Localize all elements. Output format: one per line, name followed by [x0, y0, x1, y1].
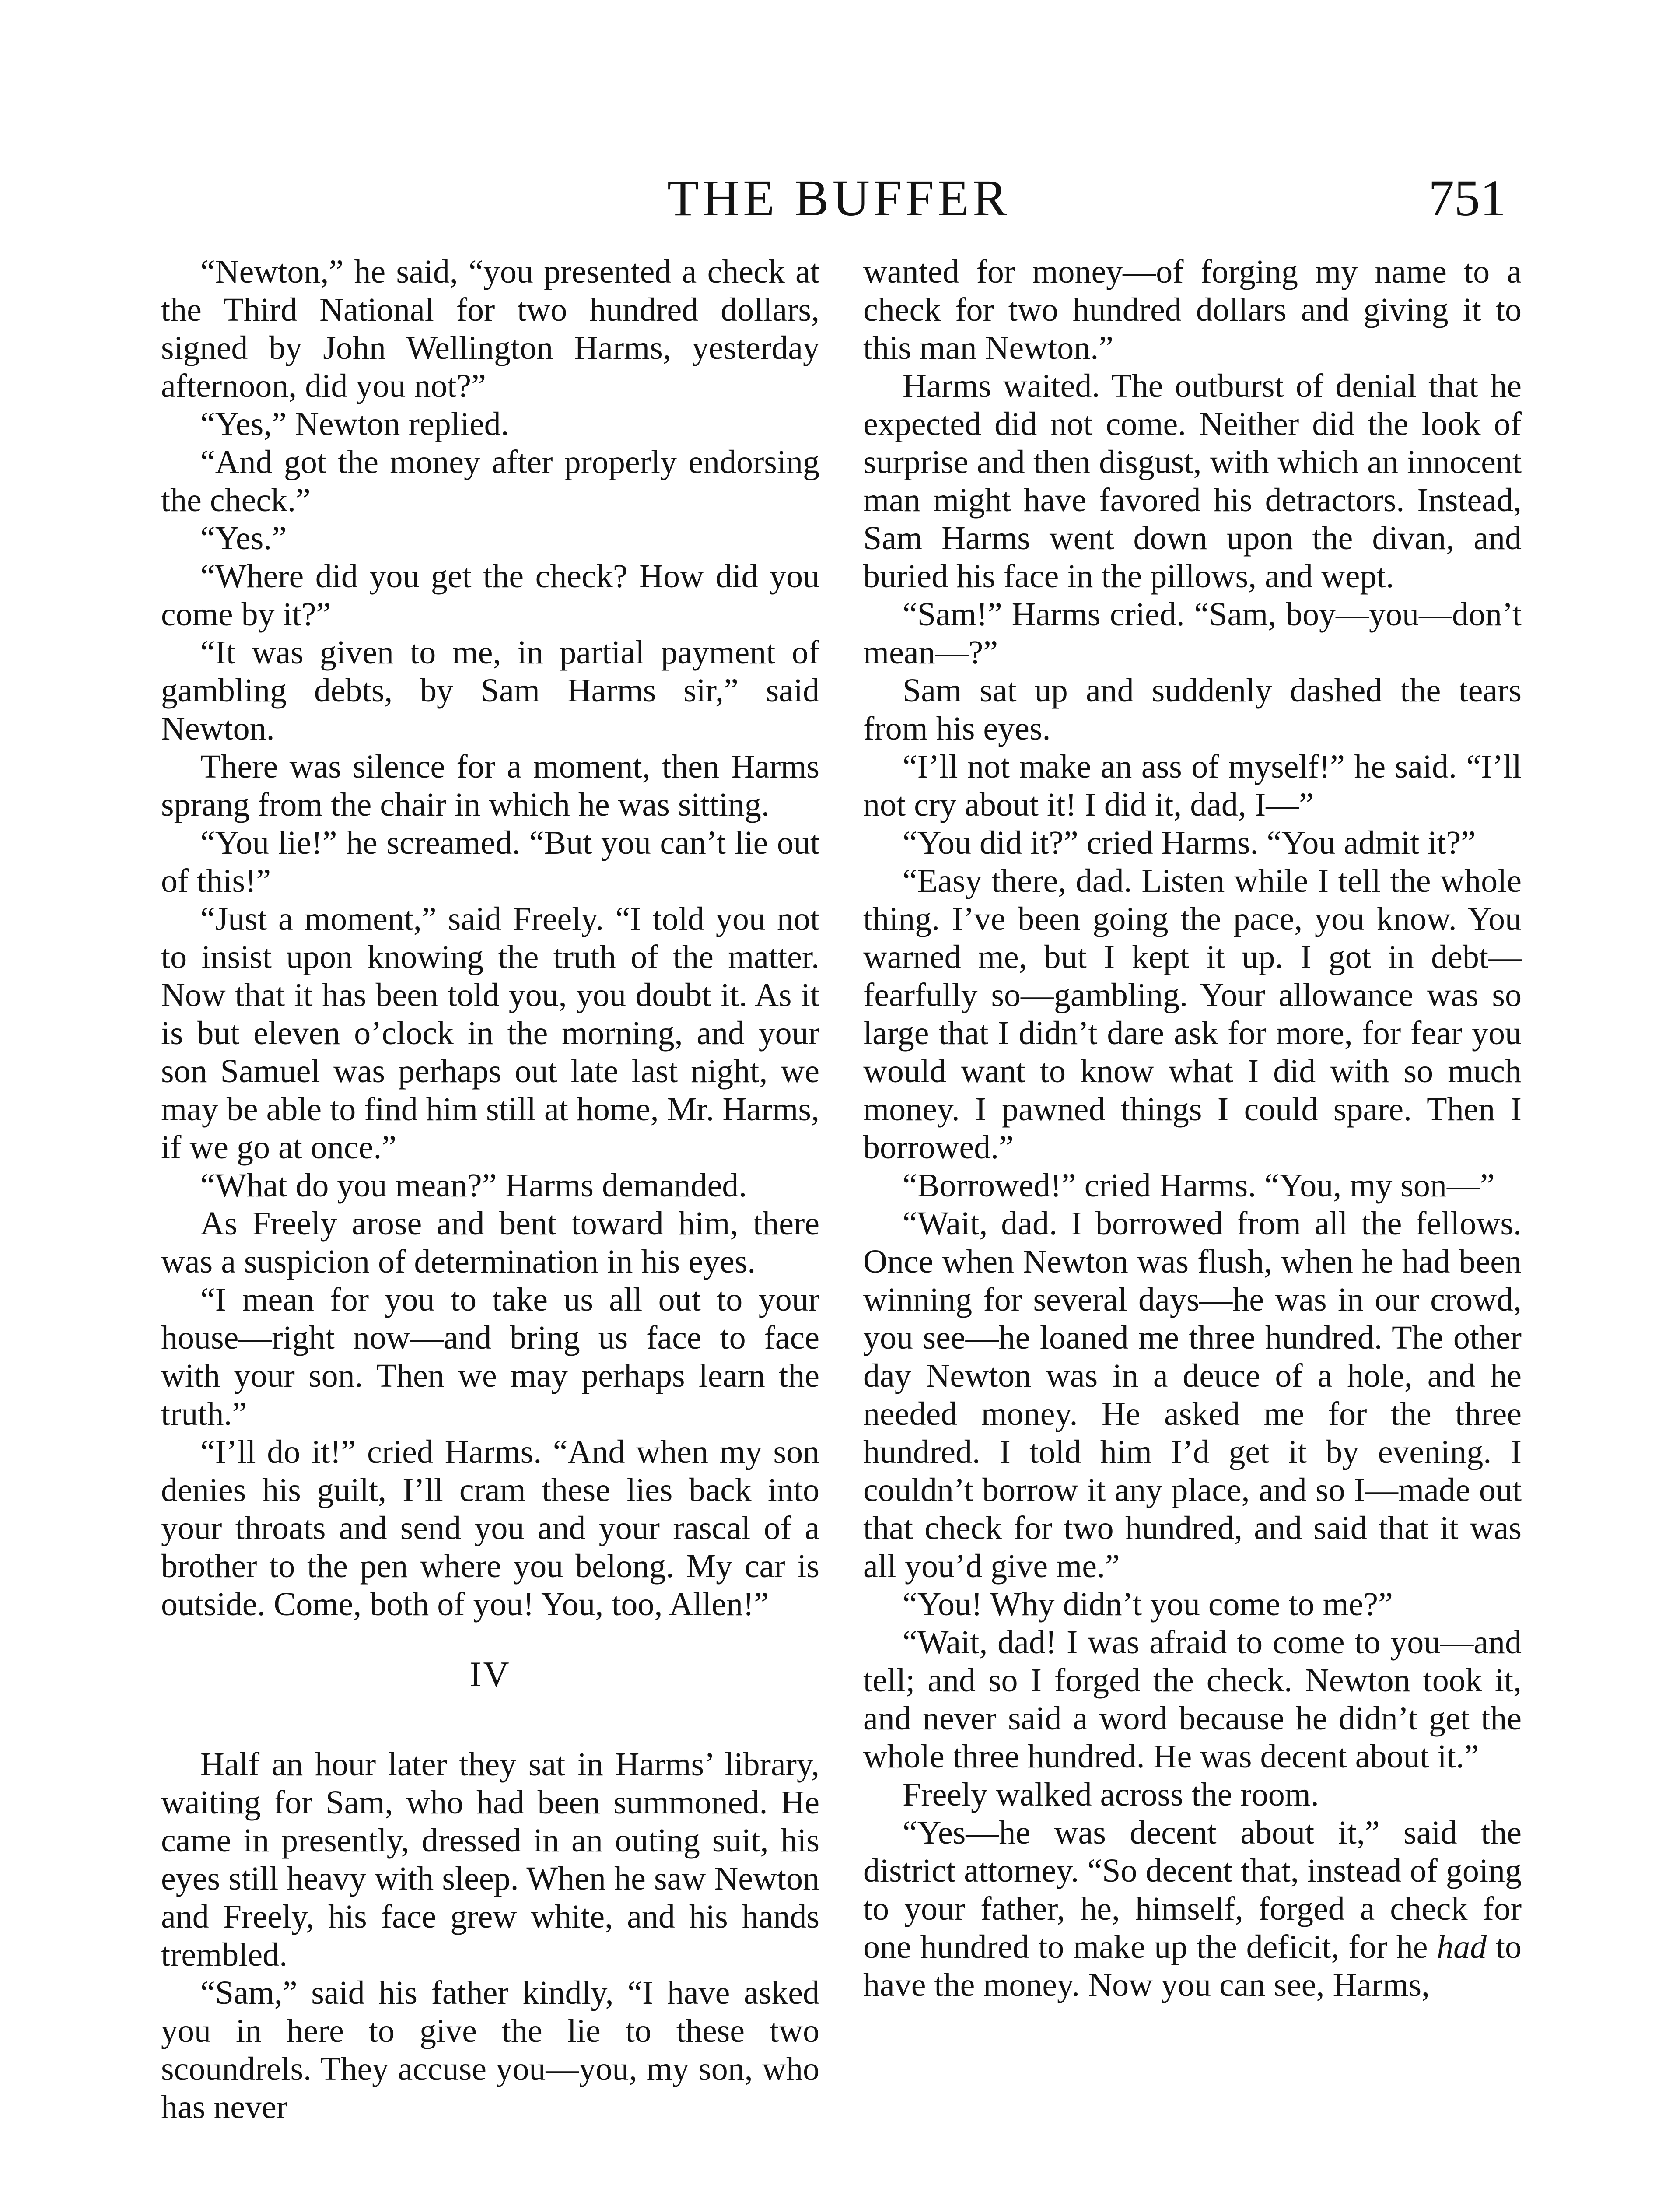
paragraph: “Sam!” Harms cried. “Sam, boy—you—don’t mean—?” [863, 596, 1522, 671]
page-header [0, 165, 1680, 231]
paragraph: “Wait, dad! I was afraid to come to you—and tell; and so I forged the check. Newton took it, and never said a word because he didn’t get the whole three hundred. He was decent about it.” [863, 1624, 1522, 1775]
paragraph: There was silence for a moment, then Harms sprang from the chair in which he was sitting. [161, 748, 819, 823]
paragraph: “Borrowed!” cried Harms. “You, my son—” [903, 1167, 1495, 1204]
paragraph: “Yes.” [200, 520, 287, 557]
paragraph: “Wait, dad. I borrowed from all the fellows. Once when Newton was flush, when he had been winning for several days—he was in our crowd, you see—he loaned me three hundred. The other day Newton was in a deuce of a hole, and he needed money. He asked me for the three hundred. I told him I’d get it by evening. I couldn’t borrow it any place, and so I—made out that check for two hundred, and said that it was all you’d give me.” [863, 1205, 1522, 1585]
paragraph: “I’ll not make an ass of myself!” he said. “I’ll not cry about it! I did it, dad, I—” [863, 748, 1522, 823]
paragraph: “Where did you get the check? How did you come by it?” [161, 558, 819, 633]
section-heading: IV [469, 1654, 511, 1694]
right-column [863, 253, 1522, 2004]
paragraph: “You! Why didn’t you come to me?” [903, 1586, 1393, 1623]
paragraph: “It was given to me, in partial payment of gambling debts, by Sam Harms sir,” said Newton. [161, 634, 819, 747]
paragraph: “Newton,” he said, “you presented a check at the Third National for two hundred dollars, signed by John Wellington Harms, yesterday afternoon, did you not?” [161, 253, 819, 404]
paragraph: “Sam,” said his father kindly, “I have asked you in here to give the lie to these two scoundrels. They accuse you—you, my son, who has never [161, 1974, 819, 2125]
paragraph: “I mean for you to take us all out to your house—right now—and bring us face to face with your son. Then we may perhaps learn the truth.” [161, 1281, 819, 1432]
paragraph: “I’ll do it!” cried Harms. “And when my son denies his guilt, I’ll cram these lies back into your throats and send you and your rascal of a brother to the pen where you belong. My car is outside. Come, both of you! You, too, Allen!” [161, 1434, 819, 1623]
paragraph: “Just a moment,” said Freely. “I told you not to insist upon knowing the truth of the matter. Now that it has been told you, you doubt it. As it is but eleven o’clock in the morning, and your son Samuel was perhaps out late last night, we may be able to find him still at home, Mr. Harms, if we go at once.” [161, 901, 819, 1166]
paragraph: “You did it?” cried Harms. “You admit it?” [903, 824, 1476, 861]
paragraph: Sam sat up and suddenly dashed the tears from his eyes. [863, 672, 1522, 747]
paragraph: “Yes,” Newton replied. [200, 406, 509, 442]
italic-word: had [1437, 1929, 1487, 1965]
text-run: “Yes—he was decent about it,” said the district attorney. “So decent that, instead of going to your father, he, himself, forged a check for one hundred to make up the deficit, for he [863, 1814, 1522, 1965]
paragraph: Freely walked across the room. [903, 1776, 1319, 1813]
left-column [161, 253, 819, 2126]
paragraph: Harms waited. The outburst of denial that he expected did not come. Neither did the look of surprise and then disgust, with which an innocent man might have favored his detractors. Instead, Sam Harms went down upon the divan, and buried his face in the pillows, and wept. [863, 368, 1522, 595]
running-title: THE BUFFER [667, 169, 1011, 227]
page-number: 751 [1428, 169, 1506, 227]
paragraph: “Easy there, dad. Listen while I tell the whole thing. I’ve been going the pace, you know. You warned me, but I kept it up. I got in debt—fearfully so—gambling. Your allowance was so large that I didn’t dare ask for more, for fear you would want to know what I did with so much money. I pawned things I could spare. Then I borrowed.” [863, 863, 1522, 1166]
paragraph: “And got the money after properly endorsing the check.” [161, 444, 819, 519]
text-run: to have the money. Now you can see, Harms, [863, 1929, 1522, 2003]
paragraph-last [863, 1814, 1522, 2004]
paragraph: Half an hour later they sat in Harms’ library, waiting for Sam, who had been summoned. He came in presently, dressed in an outing suit, his eyes still heavy with sleep. When he saw Newton and Freely, his face grew white, and his hands trembled. [161, 1746, 819, 1973]
paragraph: “What do you mean?” Harms demanded. [200, 1167, 747, 1204]
paragraph: As Freely arose and bent toward him, there was a suspicion of determination in his eyes. [161, 1205, 819, 1280]
paragraph: “You lie!” he screamed. “But you can’t lie out of this!” [161, 824, 819, 899]
continued-paragraph: wanted for money—of forging my name to a check for two hundred dollars and giving it to this man Newton.” [863, 253, 1522, 366]
